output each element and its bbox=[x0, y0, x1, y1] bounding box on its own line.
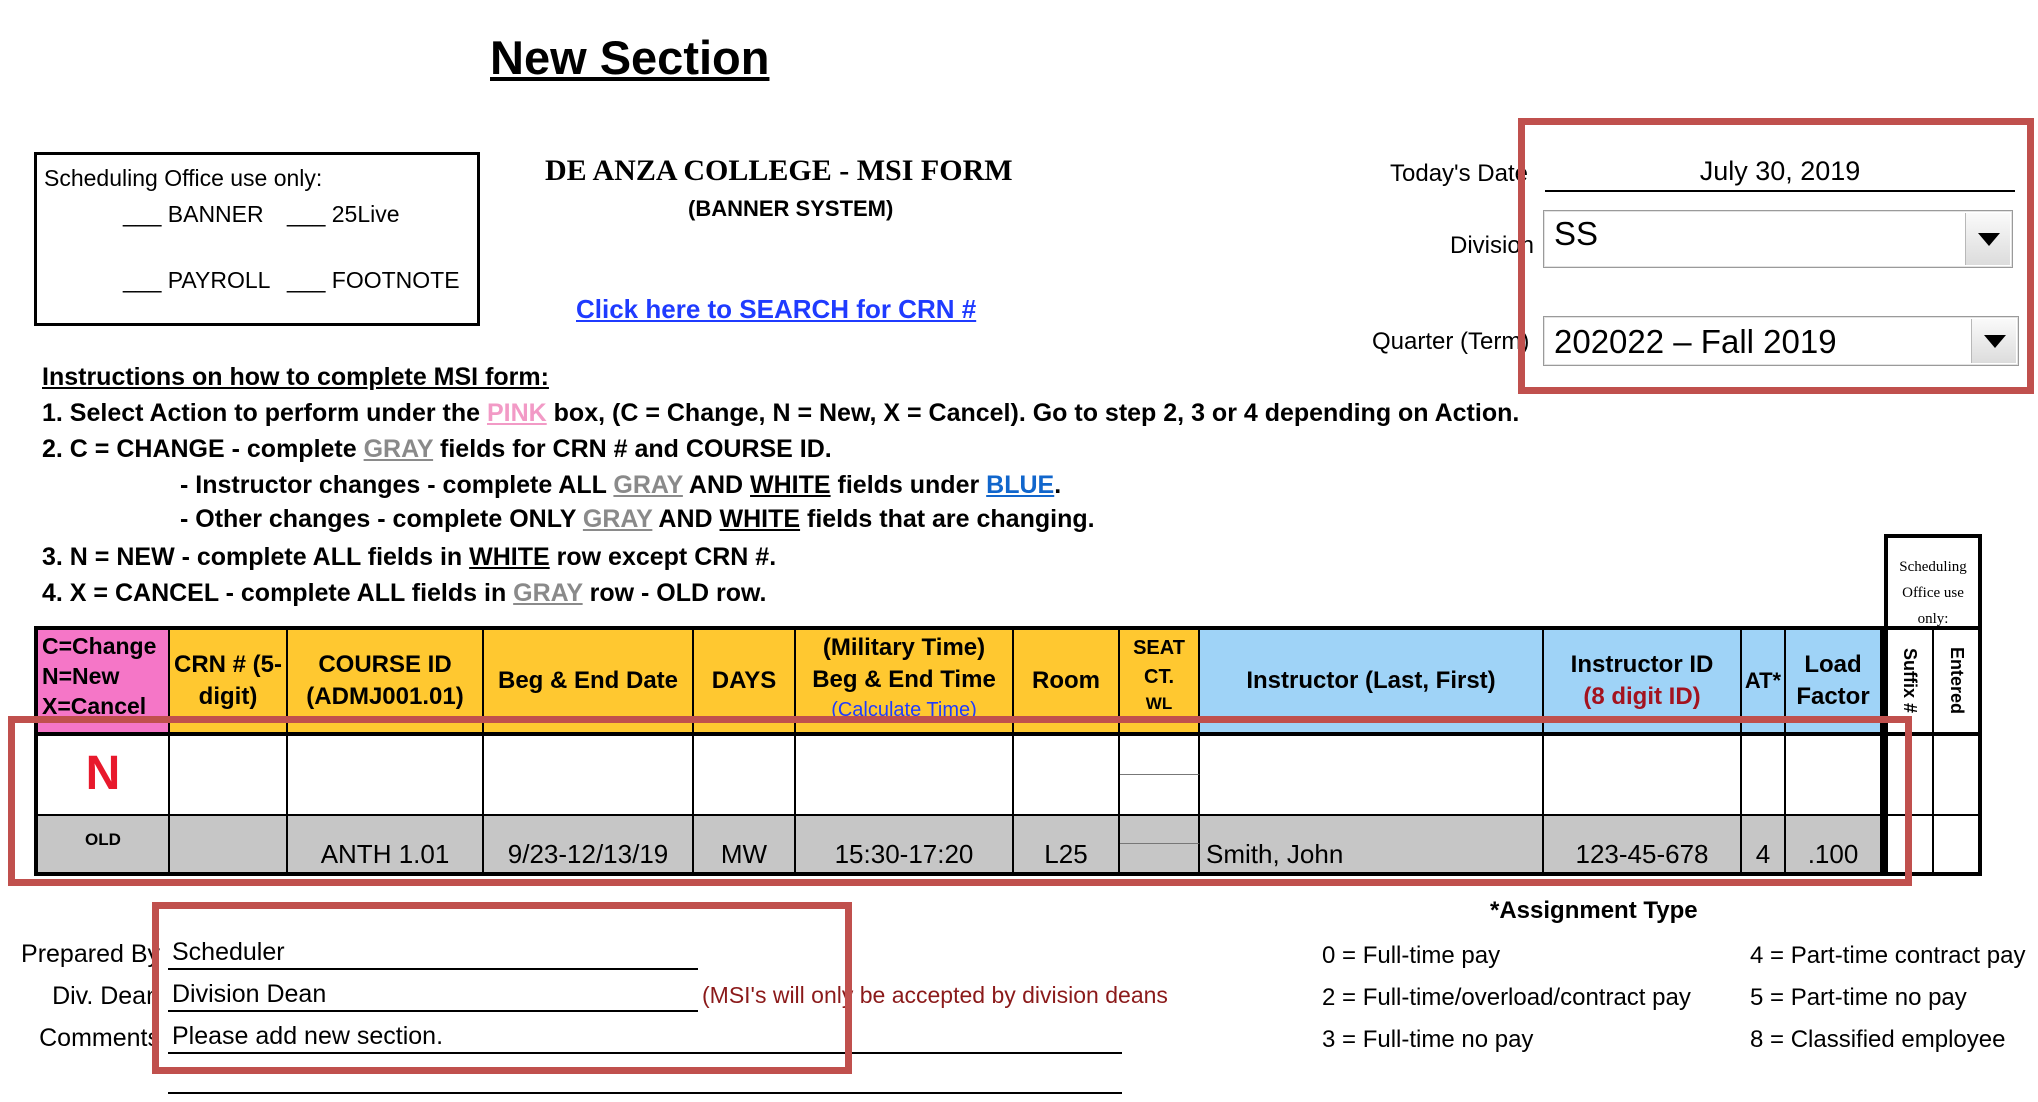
25live-check[interactable]: ___ 25Live bbox=[287, 201, 400, 227]
col-time-top: (Military Time) bbox=[822, 634, 986, 661]
scheduling-office-header: Scheduling Office use only: bbox=[44, 165, 323, 191]
old-row-dates-value: 9/23-12/13/19 bbox=[507, 839, 669, 869]
instruction-line-2: 2. C = CHANGE - complete GRAY fields for CRN # and COURSE ID. bbox=[42, 435, 832, 463]
col-seat-label: SEAT CT. bbox=[1133, 637, 1185, 688]
old-row-entered-cell[interactable] bbox=[1934, 816, 1980, 872]
assignment-type-title: *Assignment Type bbox=[1490, 897, 1698, 924]
col-room-header: Room bbox=[1014, 630, 1120, 732]
todays-date-value: July 30, 2019 bbox=[1699, 156, 1861, 186]
col-dates-header: Beg & End Date bbox=[484, 630, 694, 732]
highlight-data-rows bbox=[8, 716, 1912, 886]
prepared-by-value: Scheduler bbox=[172, 938, 285, 966]
assignment-type-3: 3 = Full-time no pay bbox=[1322, 1026, 1534, 1053]
instruction-line-5: 3. N = NEW - complete ALL fields in WHITE row except CRN #. bbox=[42, 543, 777, 571]
comments-label: Comments bbox=[39, 1024, 160, 1052]
assignment-type-0: 0 = Full-time pay bbox=[1322, 942, 1501, 969]
assignment-type-8: 8 = Classified employee bbox=[1750, 1026, 2006, 1053]
quarter-label: Quarter (Term) bbox=[1372, 328, 1530, 355]
calculate-time-link[interactable]: (Calculate Time) bbox=[831, 698, 977, 721]
col-suffix-header: Suffix # bbox=[1888, 630, 1934, 732]
new-row-action-value: N bbox=[85, 747, 121, 800]
footnote-check[interactable]: ___ FOOTNOTE bbox=[287, 267, 460, 293]
comments-value: Please add new section. bbox=[172, 1022, 444, 1050]
col-load-header: Load Factor bbox=[1786, 630, 1882, 732]
old-row-days-value: MW bbox=[720, 839, 768, 869]
highlight-footer-fields bbox=[152, 902, 852, 1074]
form-title: New Section bbox=[490, 31, 770, 84]
banner-system-label: (BANNER SYSTEM) bbox=[688, 196, 894, 221]
col-at-header: AT* bbox=[1742, 630, 1786, 732]
instruction-line-1: 1. Select Action to perform under the PINK box, (C = Change, N = New, X = Cancel). Go to step 2, 3 or 4 depending on Action. bbox=[42, 399, 1520, 427]
old-row-room-value: L25 bbox=[1044, 839, 1088, 869]
old-row-at-value: 4 bbox=[1755, 839, 1771, 869]
col-entered-header: Entered bbox=[1947, 647, 1968, 715]
old-row-load-value: .100 bbox=[1807, 839, 1859, 869]
old-row-instructor-id-value: 123-45-678 bbox=[1575, 839, 1709, 869]
col-instructor-id-sub: (8 digit ID) bbox=[1583, 683, 1701, 710]
instruction-line-6: 4. X = CANCEL - complete ALL fields in GRAY row - OLD row. bbox=[42, 579, 767, 607]
scheduling-office-box bbox=[34, 152, 480, 326]
col-seat-sub: WL bbox=[1145, 694, 1173, 713]
col-days-header: DAYS bbox=[694, 630, 796, 732]
col-course-header: COURSE ID (ADMJ001.01) bbox=[288, 630, 484, 732]
old-row-course-value: ANTH 1.01 bbox=[320, 839, 450, 869]
instructions-heading: Instructions on how to complete MSI form: bbox=[42, 363, 549, 391]
col-crn-header: CRN # (5-digit) bbox=[170, 630, 288, 732]
assignment-type-5: 5 = Part-time no pay bbox=[1750, 984, 1967, 1011]
college-title: DE ANZA COLLEGE - MSI FORM bbox=[545, 154, 1013, 187]
col-action-header: C=Change N=New X=Cancel bbox=[38, 630, 170, 732]
scheduling-office-small-label: Scheduling Office use only: bbox=[1884, 534, 1982, 626]
new-row-entered-cell[interactable] bbox=[1934, 736, 1980, 814]
search-crn-link[interactable]: Click here to SEARCH for CRN # bbox=[576, 294, 977, 324]
div-dean-value: Division Dean bbox=[172, 980, 327, 1008]
todays-date-label: Today's Date bbox=[1390, 160, 1528, 187]
old-row-action-value: OLD bbox=[85, 830, 121, 849]
col-instructor-header: Instructor (Last, First) bbox=[1200, 630, 1544, 732]
prepared-by-label: Prepared By bbox=[21, 940, 160, 968]
old-row-time-value: 15:30-17:20 bbox=[834, 839, 974, 869]
col-instructor-id-label: Instructor ID bbox=[1570, 650, 1714, 678]
division-label: Division bbox=[1450, 232, 1535, 259]
col-time-main: Beg & End Time bbox=[812, 666, 996, 694]
division-value: SS bbox=[1554, 215, 1599, 252]
highlight-header-fields bbox=[1518, 118, 2034, 394]
old-row-instructor-value: Smith, John bbox=[1206, 839, 1344, 869]
payroll-check[interactable]: ___ PAYROLL bbox=[123, 267, 271, 293]
instruction-line-3: - Instructor changes - complete ALL GRAY AND WHITE fields under BLUE. bbox=[180, 471, 1062, 499]
assignment-type-2: 2 = Full-time/overload/contract pay bbox=[1322, 984, 1691, 1011]
assignment-type-4: 4 = Part-time contract pay bbox=[1750, 942, 2026, 969]
div-dean-label: Div. Dean bbox=[52, 982, 160, 1010]
dean-note: (MSI's will only be accepted by division deans bbox=[702, 982, 1168, 1008]
banner-check[interactable]: ___ BANNER bbox=[123, 201, 264, 227]
quarter-value: 202022 – Fall 2019 bbox=[1554, 323, 1837, 360]
instruction-line-4: - Other changes - complete ONLY GRAY AND WHITE fields that are changing. bbox=[180, 505, 1095, 533]
